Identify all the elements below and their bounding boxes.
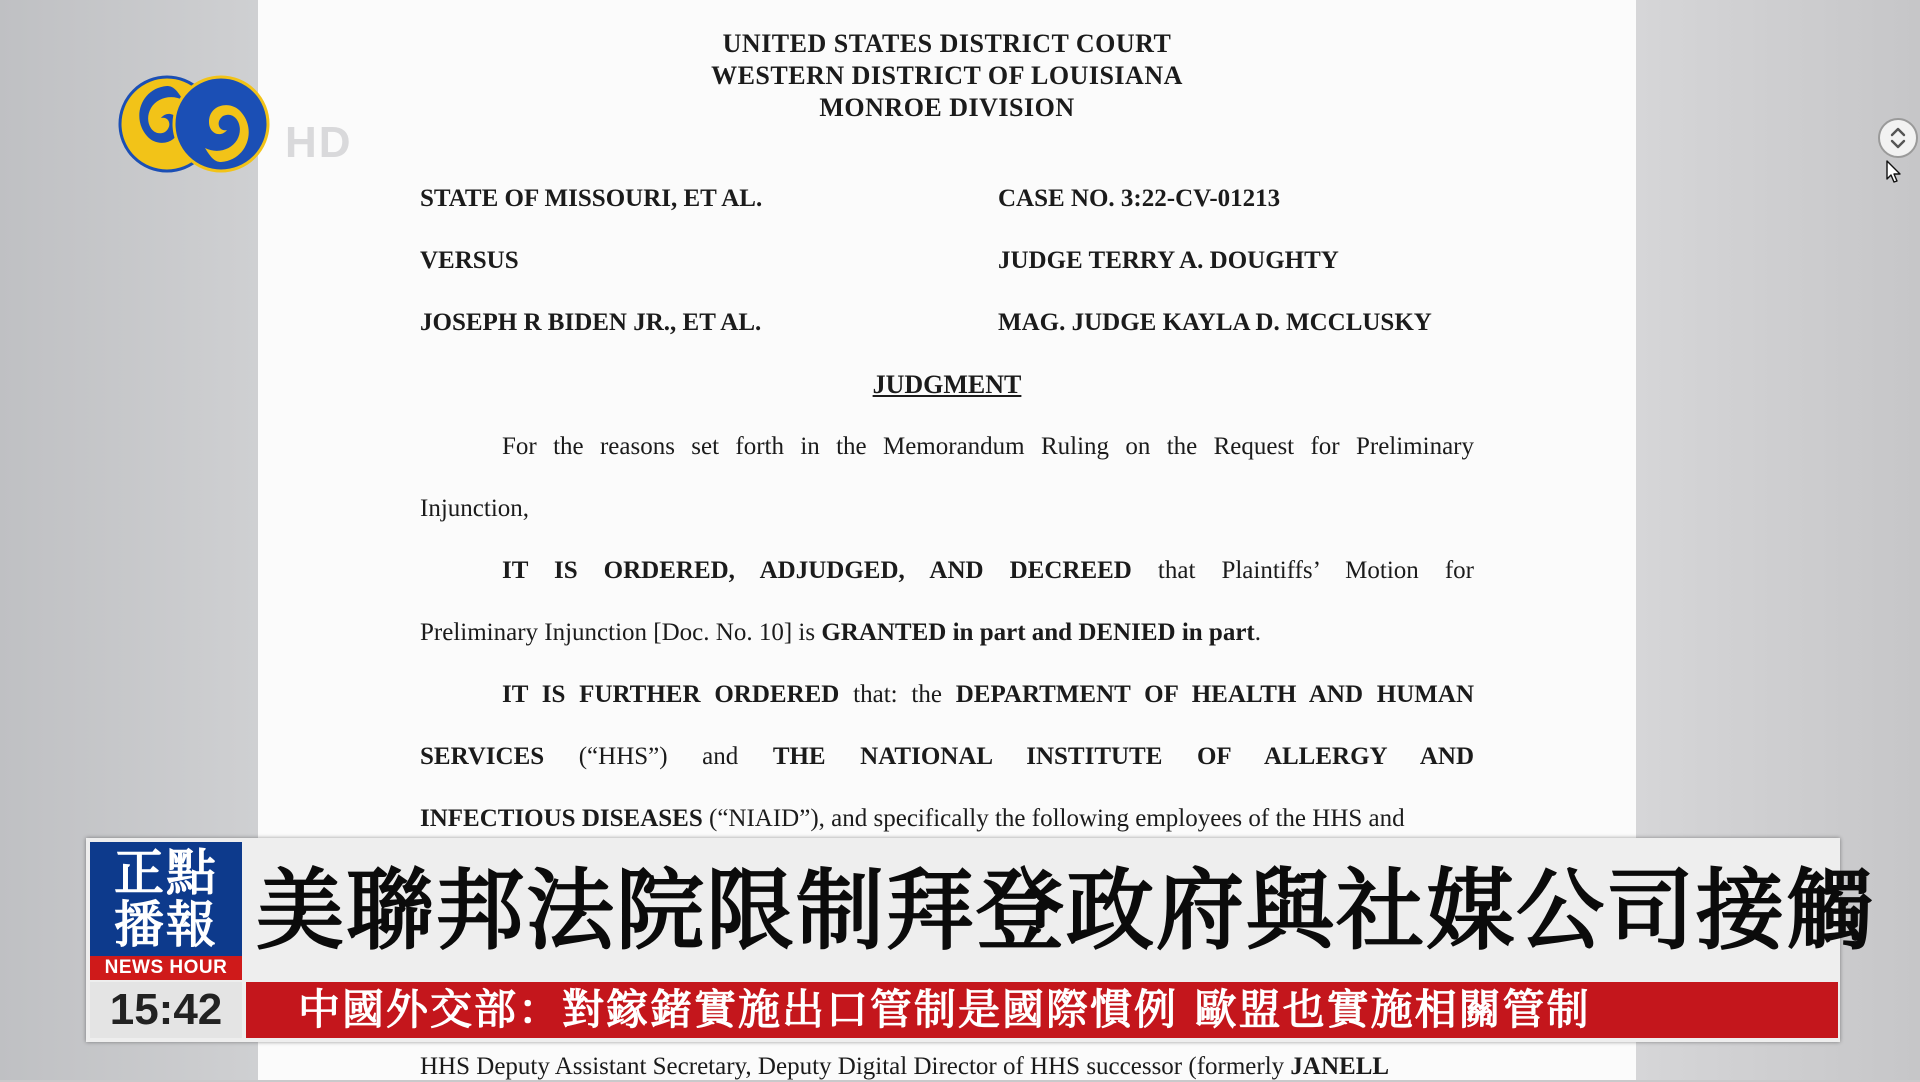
para3-line1 <box>420 680 1474 710</box>
mouse-cursor-icon <box>1886 160 1902 189</box>
broadcast-clock: 15:42 <box>90 982 242 1038</box>
news-ticker: 中國外交部：對鎵鍺實施出口管制是國際慣例 歐盟也實施相關管制 <box>246 982 1838 1038</box>
case-number: CASE NO. 3:22-CV-01213 <box>998 185 1281 212</box>
para1-line1: For the reasons set forth in the Memorandum Ruling on the Request for Preliminary <box>502 433 1474 460</box>
court-division: MONROE DIVISION <box>819 93 1075 122</box>
judgment-title: JUDGMENT <box>872 370 1022 399</box>
para3-line3 <box>420 804 1474 834</box>
scroll-updown-icon[interactable] <box>1878 118 1918 158</box>
judge-name: JUDGE TERRY A. DOUGHTY <box>998 247 1339 274</box>
magistrate-judge-name: MAG. JUDGE KAYLA D. MCCLUSKY <box>998 309 1432 336</box>
brand-line-1: 正點 <box>114 844 218 902</box>
para3-line2 <box>420 742 1474 772</box>
versus-label: VERSUS <box>420 247 519 274</box>
para4-line1 <box>420 1052 1474 1082</box>
para1-line2: Injunction, <box>420 495 530 522</box>
brand-line-2: 播報 <box>114 896 218 954</box>
para4-line1-bold: JANELL <box>1290 1053 1390 1080</box>
hd-watermark: HD <box>285 118 353 167</box>
para3-line3-rest: (“NIAID”), and specifically the following employees of the HHS and <box>702 805 1405 832</box>
court-header <box>258 28 1636 124</box>
para3-line3-bold: INFECTIOUS DISEASES <box>420 805 703 832</box>
para2-bold: IT IS ORDERED, ADJUDGED, AND DECREED <box>502 557 1132 584</box>
para3-line2-bold2: THE NATIONAL INSTITUTE OF ALLERGY AND <box>772 743 1474 770</box>
court-district: WESTERN DISTRICT OF LOUISIANA <box>711 61 1183 90</box>
para3-bold1: IT IS FURTHER ORDERED <box>502 681 840 708</box>
para2-line1 <box>420 556 1474 586</box>
para2-rest: that Plaintiffs’ Motion for <box>1131 557 1474 584</box>
para2-line2-end: . <box>1254 619 1261 646</box>
program-subtitle: NEWS HOUR <box>90 956 242 980</box>
para2-line2-bold: GRANTED in part and DENIED in part <box>821 619 1255 646</box>
plaintiff-name: STATE OF MISSOURI, ET AL. <box>420 185 763 212</box>
para3-line2-bold1: SERVICES <box>420 743 545 770</box>
para3-line2-mid: (“HHS”) and <box>544 743 773 770</box>
para3-bold2: DEPARTMENT OF HEALTH AND HUMAN <box>955 681 1474 708</box>
para2-line2 <box>420 618 1474 648</box>
para2-line2-start: Preliminary Injunction [Doc. No. 10] is <box>420 619 822 646</box>
news-headline: 美聯邦法院限制拜登政府與社媒公司接觸 <box>256 859 1877 962</box>
phoenix-tv-logo-icon <box>117 74 271 174</box>
para3-mid: that: the <box>839 681 956 708</box>
defendant-name: JOSEPH R BIDEN JR., ET AL. <box>420 309 762 336</box>
court-name: UNITED STATES DISTRICT COURT <box>722 29 1172 58</box>
para4-line1-start: HHS Deputy Assistant Secretary, Deputy Digital Director of HHS successor (formerly <box>420 1053 1291 1080</box>
